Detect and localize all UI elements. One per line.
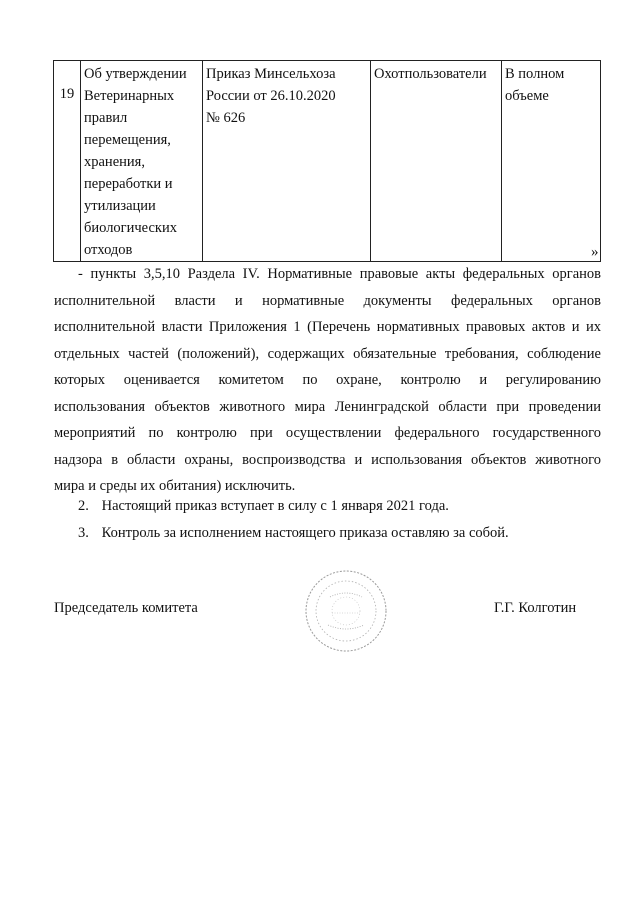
regulation-scope-cell — [502, 61, 601, 262]
act-line: № 626 — [206, 110, 246, 126]
regulation-title-cell — [81, 61, 203, 262]
row-number: 19 — [54, 61, 81, 262]
title-line: Ветеринарных — [84, 88, 175, 104]
paragraph-line: надзора в области охраны, воспроизводства и использования объектов животного — [54, 451, 601, 468]
item-text: Настоящий приказ вступает в силу с 1 января 2021 года. — [101, 498, 449, 514]
title-line: хранения, — [84, 154, 145, 170]
title-line: биологических — [84, 220, 177, 236]
official-stamp — [302, 567, 390, 655]
paragraph-line: которых оценивается комитетом по охране, контролю и регулированию — [54, 372, 601, 388]
paragraph-line: - пункты 3,5,10 Раздела IV. Нормативные правовые акты федеральных органов — [78, 266, 601, 282]
item-number: 2. — [78, 498, 89, 514]
signatory-position: Председатель комитета — [54, 600, 198, 616]
paragraph-line: исполнительной власти Приложения 1 (Перечень нормативных правовых актов и их — [54, 319, 601, 335]
paragraph-line: исполнительной власти и нормативные документы федеральных органов — [54, 292, 601, 309]
paragraph-line: использования объектов животного мира Ленинградской области при проведении — [54, 398, 601, 415]
item-text: Контроль за исполнением настоящего приказа оставляю за собой. — [101, 525, 509, 541]
paragraph-line: мероприятий по контролю при осуществлении федерального государственного — [54, 425, 601, 441]
regulation-subjects-cell: Охотпользователи — [371, 61, 502, 262]
title-line: утилизации — [84, 198, 156, 214]
scope-line: В полном — [505, 66, 565, 82]
act-line: России от 26.10.2020 — [206, 88, 336, 104]
item-number: 3. — [78, 525, 89, 541]
title-line: отходов — [84, 242, 133, 258]
paragraph-line: мира и среды их обитания) исключить. — [54, 478, 296, 494]
regulations-table — [53, 60, 601, 262]
act-line: Приказ Минсельхоза — [206, 66, 336, 82]
title-line: Об утверждении — [84, 66, 187, 82]
title-line: переработки и — [84, 176, 173, 192]
list-item — [78, 523, 509, 543]
closing-quote: » — [591, 244, 599, 260]
scope-line: объеме — [505, 88, 549, 104]
regulation-act-cell — [203, 61, 371, 262]
title-line: перемещения, — [84, 132, 171, 148]
paragraph-line: отдельных частей (положений), содержащих обязательные требования, соблюдение — [54, 345, 601, 362]
main-paragraph — [54, 261, 601, 500]
list-item — [78, 496, 449, 516]
signatory-name: Г.Г. Колготин — [494, 600, 577, 616]
title-line: правил — [84, 110, 128, 126]
table-row — [54, 61, 601, 262]
